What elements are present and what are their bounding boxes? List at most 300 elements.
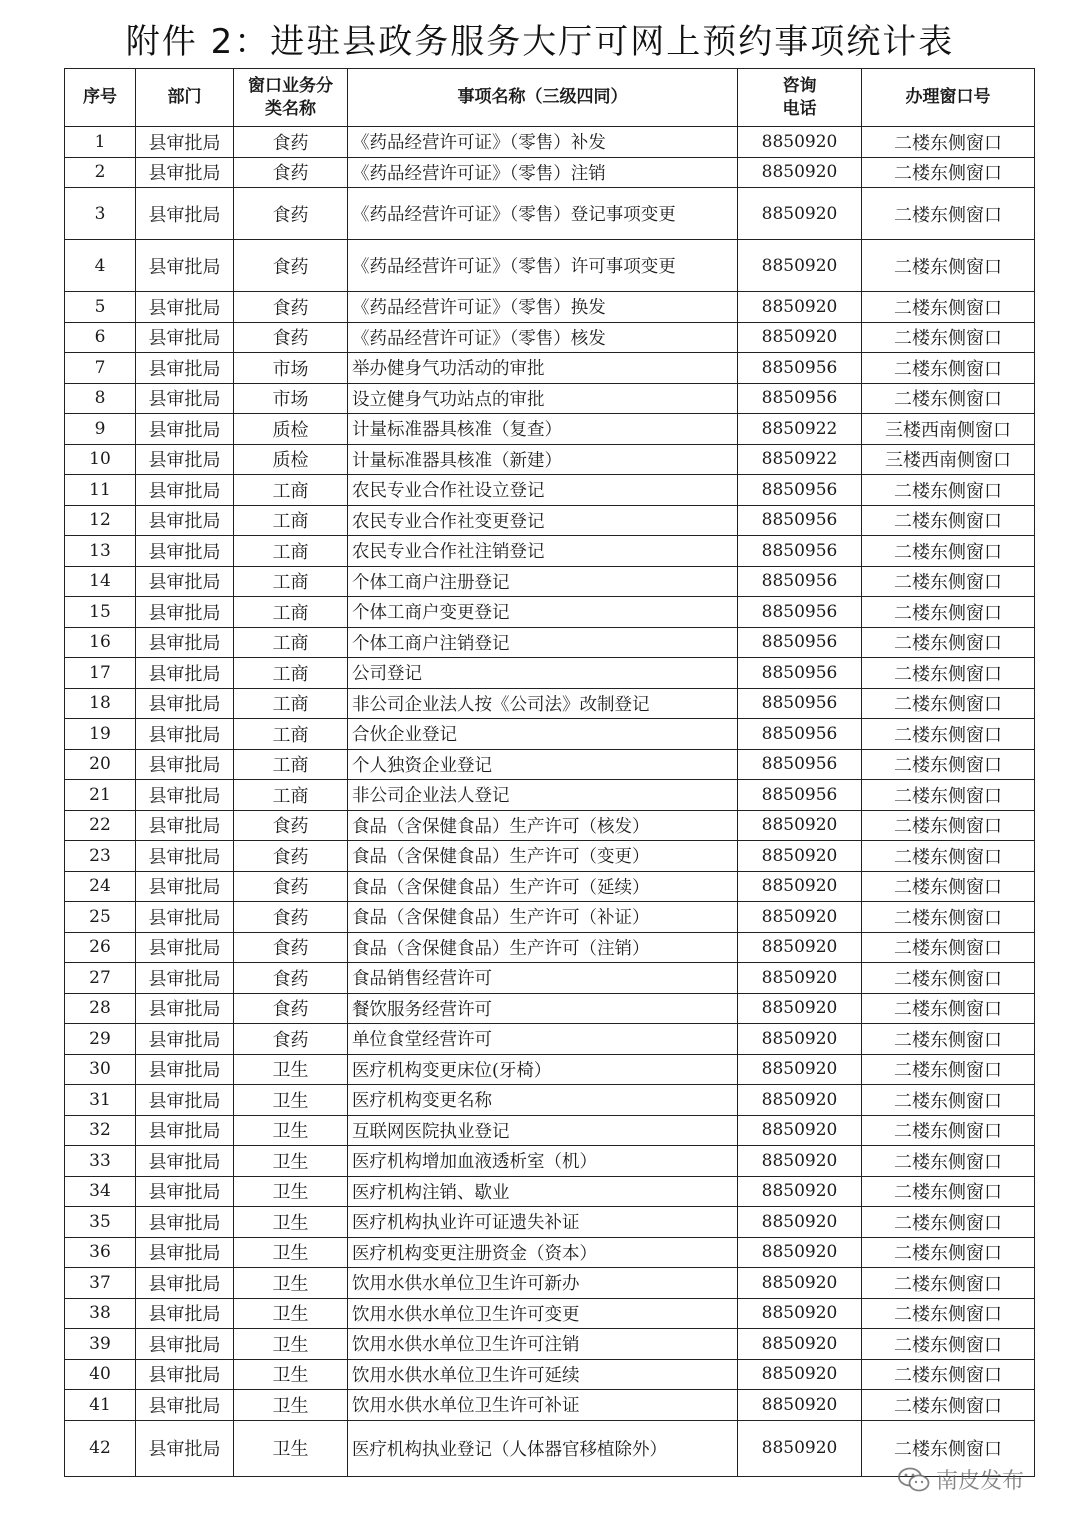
cell-phone: 8850920 — [738, 1207, 862, 1238]
table-row — [65, 1176, 1035, 1207]
cell-category: 卫生 — [234, 1054, 348, 1085]
cell-item: 医疗机构执业许可证遗失补证 — [348, 1207, 738, 1238]
cell-seq: 37 — [65, 1268, 136, 1299]
cell-window: 二楼东侧窗口 — [862, 1085, 1035, 1116]
cell-item: 公司登记 — [348, 658, 738, 689]
cell-window: 二楼东侧窗口 — [862, 719, 1035, 750]
cell-item: 饮用水供水单位卫生许可新办 — [348, 1268, 738, 1299]
cell-category: 工商 — [234, 688, 348, 719]
cell-window: 二楼东侧窗口 — [862, 993, 1035, 1024]
cell-seq: 18 — [65, 688, 136, 719]
cell-item: 《药品经营许可证》（零售）登记事项变更 — [348, 188, 738, 240]
cell-dept: 县审批局 — [136, 841, 234, 872]
header-window: 办理窗口号 — [862, 69, 1035, 127]
cell-phone: 8850922 — [738, 444, 862, 475]
cell-phone: 8850920 — [738, 810, 862, 841]
cell-window: 二楼东侧窗口 — [862, 1298, 1035, 1329]
cell-item: 单位食堂经营许可 — [348, 1024, 738, 1055]
cell-category: 工商 — [234, 749, 348, 780]
cell-window: 二楼东侧窗口 — [862, 188, 1035, 240]
cell-dept: 县审批局 — [136, 1207, 234, 1238]
table-row — [65, 475, 1035, 506]
cell-dept: 县审批局 — [136, 932, 234, 963]
cell-seq: 5 — [65, 292, 136, 323]
table-row — [65, 841, 1035, 872]
cell-phone: 8850956 — [738, 658, 862, 689]
cell-window: 二楼东侧窗口 — [862, 1390, 1035, 1421]
cell-phone: 8850920 — [738, 240, 862, 292]
cell-window: 二楼东侧窗口 — [862, 810, 1035, 841]
cell-seq: 33 — [65, 1146, 136, 1177]
cell-dept: 县审批局 — [136, 597, 234, 628]
header-phone-line1: 咨询 — [782, 75, 817, 96]
cell-dept: 县审批局 — [136, 353, 234, 384]
cell-category: 市场 — [234, 383, 348, 414]
cell-phone: 8850920 — [738, 1329, 862, 1360]
cell-phone: 8850920 — [738, 1237, 862, 1268]
cell-phone: 8850920 — [738, 157, 862, 188]
cell-category: 工商 — [234, 536, 348, 567]
cell-dept: 县审批局 — [136, 505, 234, 536]
cell-seq: 30 — [65, 1054, 136, 1085]
table-row — [65, 444, 1035, 475]
cell-dept: 县审批局 — [136, 292, 234, 323]
table-header-row — [65, 69, 1035, 127]
cell-phone: 8850920 — [738, 1146, 862, 1177]
cell-phone: 8850956 — [738, 597, 862, 628]
cell-dept: 县审批局 — [136, 719, 234, 750]
cell-dept: 县审批局 — [136, 1237, 234, 1268]
cell-item: 《药品经营许可证》（零售）补发 — [348, 127, 738, 158]
cell-category: 食药 — [234, 1024, 348, 1055]
header-phone-line2: 电话 — [782, 98, 817, 119]
table-row — [65, 1085, 1035, 1116]
table-row — [65, 188, 1035, 240]
table-row — [65, 993, 1035, 1024]
cell-phone: 8850920 — [738, 993, 862, 1024]
table-row — [65, 627, 1035, 658]
cell-dept: 县审批局 — [136, 566, 234, 597]
table-row — [65, 536, 1035, 567]
cell-seq: 20 — [65, 749, 136, 780]
cell-seq: 19 — [65, 719, 136, 750]
cell-seq: 41 — [65, 1390, 136, 1421]
cell-item: 食品（含保健食品）生产许可（注销） — [348, 932, 738, 963]
cell-phone: 8850956 — [738, 566, 862, 597]
cell-window: 二楼东侧窗口 — [862, 157, 1035, 188]
cell-dept: 县审批局 — [136, 1329, 234, 1360]
cell-phone: 8850920 — [738, 932, 862, 963]
cell-item: 设立健身气功站点的审批 — [348, 383, 738, 414]
cell-phone: 8850956 — [738, 780, 862, 811]
cell-phone: 8850920 — [738, 1298, 862, 1329]
cell-window: 二楼东侧窗口 — [862, 1420, 1035, 1476]
table-row — [65, 322, 1035, 353]
cell-window: 二楼东侧窗口 — [862, 505, 1035, 536]
cell-item: 个人独资企业登记 — [348, 749, 738, 780]
cell-category: 食药 — [234, 240, 348, 292]
table-row — [65, 1420, 1035, 1476]
cell-category: 工商 — [234, 658, 348, 689]
cell-phone: 8850920 — [738, 1054, 862, 1085]
cell-dept: 县审批局 — [136, 1024, 234, 1055]
cell-seq: 29 — [65, 1024, 136, 1055]
cell-category: 食药 — [234, 993, 348, 1024]
cell-item: 医疗机构执业登记（人体器官移植除外） — [348, 1420, 738, 1476]
cell-window: 二楼东侧窗口 — [862, 240, 1035, 292]
cell-seq: 4 — [65, 240, 136, 292]
cell-seq: 34 — [65, 1176, 136, 1207]
table-row — [65, 1054, 1035, 1085]
table-row — [65, 1024, 1035, 1055]
cell-item: 医疗机构变更床位(牙椅） — [348, 1054, 738, 1085]
cell-category: 卫生 — [234, 1268, 348, 1299]
table-row — [65, 1207, 1035, 1238]
cell-window: 二楼东侧窗口 — [862, 963, 1035, 994]
cell-dept: 县审批局 — [136, 475, 234, 506]
header-phone — [738, 69, 862, 127]
cell-category: 食药 — [234, 932, 348, 963]
cell-phone: 8850956 — [738, 383, 862, 414]
cell-category: 卫生 — [234, 1176, 348, 1207]
table-row — [65, 505, 1035, 536]
cell-category: 食药 — [234, 841, 348, 872]
table-row — [65, 353, 1035, 384]
cell-item: 饮用水供水单位卫生许可补证 — [348, 1390, 738, 1421]
watermark-text: 南皮发布 — [936, 1469, 1025, 1494]
cell-seq: 35 — [65, 1207, 136, 1238]
table-row — [65, 810, 1035, 841]
cell-window: 二楼东侧窗口 — [862, 688, 1035, 719]
cell-item: 《药品经营许可证》（零售）换发 — [348, 292, 738, 323]
cell-phone: 8850920 — [738, 1359, 862, 1390]
cell-item: 个体工商户变更登记 — [348, 597, 738, 628]
cell-category: 卫生 — [234, 1237, 348, 1268]
cell-phone: 8850920 — [738, 1268, 862, 1299]
cell-dept: 县审批局 — [136, 1054, 234, 1085]
cell-dept: 县审批局 — [136, 157, 234, 188]
cell-window: 三楼西南侧窗口 — [862, 414, 1035, 445]
cell-dept: 县审批局 — [136, 1085, 234, 1116]
cell-window: 二楼东侧窗口 — [862, 322, 1035, 353]
cell-category: 卫生 — [234, 1420, 348, 1476]
table-row — [65, 902, 1035, 933]
cell-dept: 县审批局 — [136, 749, 234, 780]
cell-seq: 2 — [65, 157, 136, 188]
cell-phone: 8850920 — [738, 841, 862, 872]
table-row — [65, 383, 1035, 414]
table-row — [65, 963, 1035, 994]
table-row — [65, 1146, 1035, 1177]
cell-phone: 8850956 — [738, 688, 862, 719]
table-row — [65, 157, 1035, 188]
cell-item: 合伙企业登记 — [348, 719, 738, 750]
cell-phone: 8850920 — [738, 963, 862, 994]
table-body — [65, 127, 1035, 1477]
table-row — [65, 1390, 1035, 1421]
header-item: 事项名称（三级四同） — [348, 69, 738, 127]
cell-dept: 县审批局 — [136, 414, 234, 445]
table-row — [65, 658, 1035, 689]
cell-dept: 县审批局 — [136, 810, 234, 841]
cell-window: 二楼东侧窗口 — [862, 902, 1035, 933]
table-row — [65, 566, 1035, 597]
cell-category: 卫生 — [234, 1390, 348, 1421]
cell-seq: 28 — [65, 993, 136, 1024]
cell-window: 二楼东侧窗口 — [862, 780, 1035, 811]
cell-phone: 8850920 — [738, 322, 862, 353]
cell-seq: 6 — [65, 322, 136, 353]
cell-dept: 县审批局 — [136, 383, 234, 414]
cell-seq: 31 — [65, 1085, 136, 1116]
cell-seq: 32 — [65, 1115, 136, 1146]
table-row — [65, 688, 1035, 719]
cell-dept: 县审批局 — [136, 240, 234, 292]
cell-window: 二楼东侧窗口 — [862, 627, 1035, 658]
table-row — [65, 1237, 1035, 1268]
cell-dept: 县审批局 — [136, 1420, 234, 1476]
header-category-line2: 类名称 — [265, 98, 316, 119]
cell-item: 餐饮服务经营许可 — [348, 993, 738, 1024]
cell-seq: 21 — [65, 780, 136, 811]
cell-category: 工商 — [234, 505, 348, 536]
cell-category: 卫生 — [234, 1359, 348, 1390]
table-row — [65, 932, 1035, 963]
header-category — [234, 69, 348, 127]
cell-category: 工商 — [234, 719, 348, 750]
cell-dept: 县审批局 — [136, 658, 234, 689]
cell-window: 二楼东侧窗口 — [862, 536, 1035, 567]
cell-window: 二楼东侧窗口 — [862, 597, 1035, 628]
cell-category: 工商 — [234, 475, 348, 506]
cell-window: 二楼东侧窗口 — [862, 292, 1035, 323]
table-row — [65, 1115, 1035, 1146]
cell-dept: 县审批局 — [136, 1268, 234, 1299]
cell-category: 食药 — [234, 188, 348, 240]
table-row — [65, 719, 1035, 750]
cell-window: 二楼东侧窗口 — [862, 1054, 1035, 1085]
cell-dept: 县审批局 — [136, 1146, 234, 1177]
cell-item: 饮用水供水单位卫生许可注销 — [348, 1329, 738, 1360]
cell-category: 食药 — [234, 871, 348, 902]
cell-item: 计量标准器具核准（新建） — [348, 444, 738, 475]
cell-seq: 1 — [65, 127, 136, 158]
cell-item: 举办健身气功活动的审批 — [348, 353, 738, 384]
cell-seq: 8 — [65, 383, 136, 414]
cell-dept: 县审批局 — [136, 871, 234, 902]
cell-item: 个体工商户注册登记 — [348, 566, 738, 597]
cell-seq: 11 — [65, 475, 136, 506]
cell-phone: 8850956 — [738, 536, 862, 567]
table-row — [65, 597, 1035, 628]
cell-phone: 8850920 — [738, 1390, 862, 1421]
cell-window: 二楼东侧窗口 — [862, 1146, 1035, 1177]
cell-dept: 县审批局 — [136, 188, 234, 240]
cell-window: 二楼东侧窗口 — [862, 841, 1035, 872]
table-row — [65, 780, 1035, 811]
cell-window: 二楼东侧窗口 — [862, 749, 1035, 780]
cell-category: 工商 — [234, 627, 348, 658]
cell-item: 食品（含保健食品）生产许可（变更） — [348, 841, 738, 872]
cell-seq: 27 — [65, 963, 136, 994]
cell-item: 食品销售经营许可 — [348, 963, 738, 994]
cell-window: 二楼东侧窗口 — [862, 353, 1035, 384]
cell-item: 《药品经营许可证》（零售）核发 — [348, 322, 738, 353]
cell-window: 二楼东侧窗口 — [862, 566, 1035, 597]
cell-seq: 36 — [65, 1237, 136, 1268]
cell-category: 质检 — [234, 414, 348, 445]
cell-phone: 8850920 — [738, 1176, 862, 1207]
cell-category: 食药 — [234, 127, 348, 158]
cell-seq: 39 — [65, 1329, 136, 1360]
cell-phone: 8850920 — [738, 292, 862, 323]
cell-seq: 12 — [65, 505, 136, 536]
cell-dept: 县审批局 — [136, 536, 234, 567]
cell-window: 二楼东侧窗口 — [862, 383, 1035, 414]
cell-item: 个体工商户注销登记 — [348, 627, 738, 658]
wechat-icon — [898, 1467, 930, 1493]
cell-category: 卫生 — [234, 1115, 348, 1146]
cell-phone: 8850920 — [738, 902, 862, 933]
cell-category: 卫生 — [234, 1146, 348, 1177]
cell-dept: 县审批局 — [136, 902, 234, 933]
cell-item: 饮用水供水单位卫生许可延续 — [348, 1359, 738, 1390]
cell-item: 食品（含保健食品）生产许可（补证） — [348, 902, 738, 933]
cell-phone: 8850920 — [738, 1085, 862, 1116]
cell-phone: 8850922 — [738, 414, 862, 445]
table-row — [65, 1298, 1035, 1329]
cell-item: 饮用水供水单位卫生许可变更 — [348, 1298, 738, 1329]
cell-category: 食药 — [234, 810, 348, 841]
table-row — [65, 871, 1035, 902]
cell-window: 二楼东侧窗口 — [862, 932, 1035, 963]
cell-phone: 8850956 — [738, 719, 862, 750]
cell-dept: 县审批局 — [136, 963, 234, 994]
cell-seq: 42 — [65, 1420, 136, 1476]
cell-dept: 县审批局 — [136, 780, 234, 811]
cell-seq: 10 — [65, 444, 136, 475]
cell-dept: 县审批局 — [136, 322, 234, 353]
cell-seq: 38 — [65, 1298, 136, 1329]
cell-category: 卫生 — [234, 1298, 348, 1329]
cell-seq: 16 — [65, 627, 136, 658]
cell-dept: 县审批局 — [136, 1176, 234, 1207]
cell-category: 食药 — [234, 902, 348, 933]
cell-seq: 40 — [65, 1359, 136, 1390]
table-row — [65, 292, 1035, 323]
cell-item: 医疗机构注销、歇业 — [348, 1176, 738, 1207]
cell-item: 非公司企业法人登记 — [348, 780, 738, 811]
cell-item: 食品（含保健食品）生产许可（延续） — [348, 871, 738, 902]
cell-seq: 7 — [65, 353, 136, 384]
table-row — [65, 240, 1035, 292]
cell-seq: 26 — [65, 932, 136, 963]
cell-window: 二楼东侧窗口 — [862, 1329, 1035, 1360]
cell-item: 《药品经营许可证》（零售）注销 — [348, 157, 738, 188]
cell-category: 工商 — [234, 780, 348, 811]
cell-phone: 8850956 — [738, 749, 862, 780]
cell-category: 食药 — [234, 322, 348, 353]
table-row — [65, 1329, 1035, 1360]
cell-phone: 8850920 — [738, 1024, 862, 1055]
cell-dept: 县审批局 — [136, 1390, 234, 1421]
cell-dept: 县审批局 — [136, 1298, 234, 1329]
cell-window: 二楼东侧窗口 — [862, 1024, 1035, 1055]
table-row — [65, 749, 1035, 780]
cell-window: 二楼东侧窗口 — [862, 1176, 1035, 1207]
cell-item: 《药品经营许可证》（零售）许可事项变更 — [348, 240, 738, 292]
cell-category: 市场 — [234, 353, 348, 384]
header-dept: 部门 — [136, 69, 234, 127]
table-row — [65, 414, 1035, 445]
cell-seq: 14 — [65, 566, 136, 597]
cell-phone: 8850956 — [738, 475, 862, 506]
cell-window: 二楼东侧窗口 — [862, 475, 1035, 506]
table-row — [65, 127, 1035, 158]
cell-seq: 9 — [65, 414, 136, 445]
cell-phone: 8850920 — [738, 127, 862, 158]
table-row — [65, 1359, 1035, 1390]
table-row — [65, 1268, 1035, 1299]
cell-dept: 县审批局 — [136, 627, 234, 658]
cell-phone: 8850956 — [738, 505, 862, 536]
watermark — [898, 1464, 1024, 1495]
cell-category: 工商 — [234, 597, 348, 628]
header-category-line1: 窗口业务分 — [248, 75, 333, 96]
cell-window: 二楼东侧窗口 — [862, 1115, 1035, 1146]
cell-category: 食药 — [234, 963, 348, 994]
cell-phone: 8850956 — [738, 353, 862, 384]
cell-seq: 13 — [65, 536, 136, 567]
cell-seq: 23 — [65, 841, 136, 872]
cell-category: 卫生 — [234, 1207, 348, 1238]
cell-category: 工商 — [234, 566, 348, 597]
cell-seq: 15 — [65, 597, 136, 628]
cell-phone: 8850956 — [738, 627, 862, 658]
cell-category: 卫生 — [234, 1329, 348, 1360]
cell-item: 非公司企业法人按《公司法》改制登记 — [348, 688, 738, 719]
cell-item: 医疗机构变更注册资金（资本） — [348, 1237, 738, 1268]
cell-item: 农民专业合作社注销登记 — [348, 536, 738, 567]
cell-seq: 24 — [65, 871, 136, 902]
cell-seq: 25 — [65, 902, 136, 933]
cell-window: 二楼东侧窗口 — [862, 658, 1035, 689]
cell-category: 质检 — [234, 444, 348, 475]
cell-window: 二楼东侧窗口 — [862, 127, 1035, 158]
cell-seq: 3 — [65, 188, 136, 240]
cell-phone: 8850920 — [738, 1420, 862, 1476]
cell-window: 二楼东侧窗口 — [862, 871, 1035, 902]
cell-dept: 县审批局 — [136, 1359, 234, 1390]
cell-dept: 县审批局 — [136, 993, 234, 1024]
cell-window: 二楼东侧窗口 — [862, 1359, 1035, 1390]
cell-category: 卫生 — [234, 1085, 348, 1116]
cell-window: 二楼东侧窗口 — [862, 1237, 1035, 1268]
cell-window: 二楼东侧窗口 — [862, 1207, 1035, 1238]
cell-category: 食药 — [234, 292, 348, 323]
cell-dept: 县审批局 — [136, 688, 234, 719]
cell-item: 计量标准器具核准（复查） — [348, 414, 738, 445]
header-seq: 序号 — [65, 69, 136, 127]
cell-item: 农民专业合作社设立登记 — [348, 475, 738, 506]
cell-category: 食药 — [234, 157, 348, 188]
cell-dept: 县审批局 — [136, 444, 234, 475]
cell-item: 食品（含保健食品）生产许可（核发） — [348, 810, 738, 841]
cell-seq: 17 — [65, 658, 136, 689]
cell-seq: 22 — [65, 810, 136, 841]
cell-window: 二楼东侧窗口 — [862, 1268, 1035, 1299]
cell-item: 互联网医院执业登记 — [348, 1115, 738, 1146]
